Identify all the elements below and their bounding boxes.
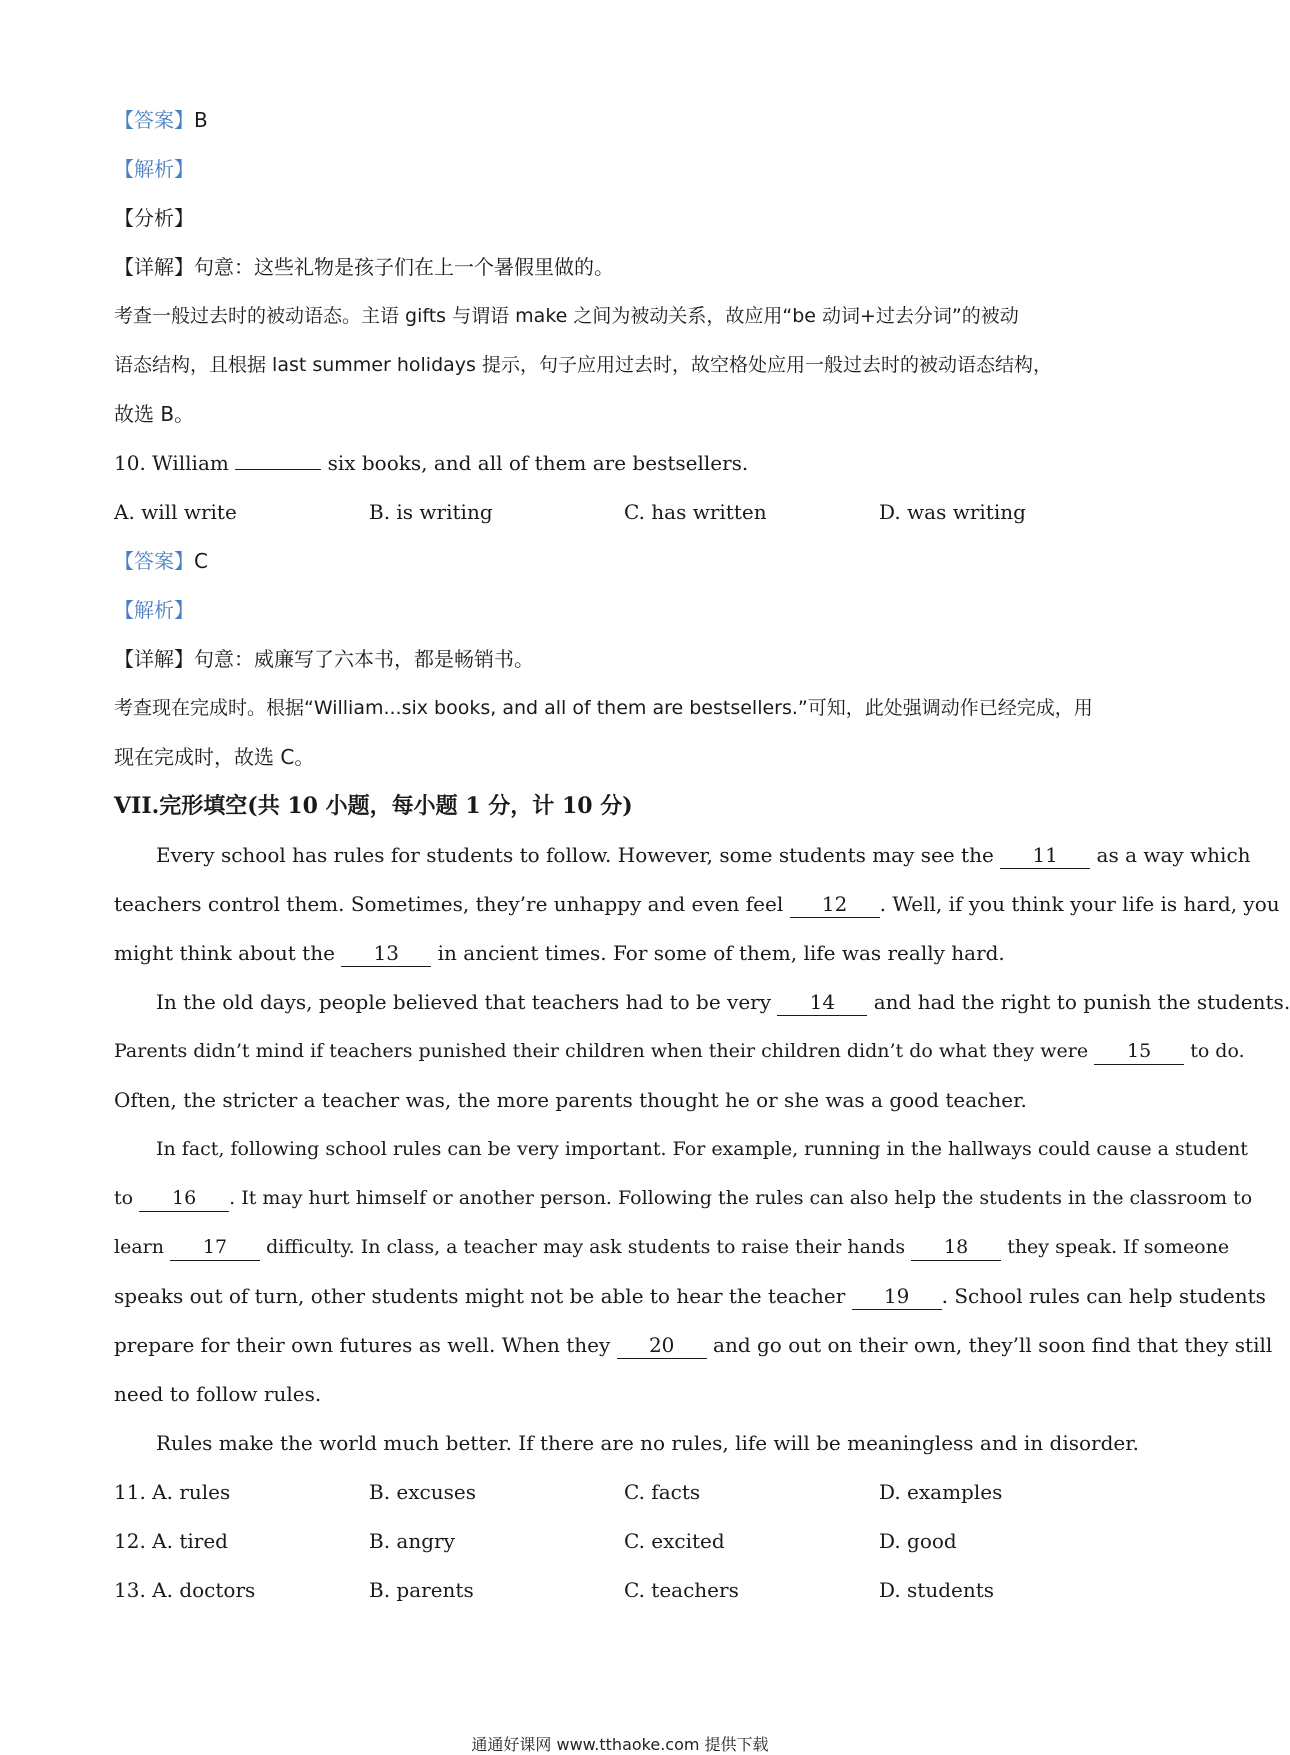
choice-11-d: D. examples	[879, 1480, 1003, 1504]
answer-value: B	[194, 108, 208, 132]
passage-text: to do.	[1190, 1040, 1245, 1062]
passage-text: in ancient times. For some of them, life was really hard.	[437, 941, 1005, 965]
blank-14: 14	[777, 991, 867, 1016]
passage-text: teachers control them. Sometimes, they’re unhappy and even feel	[114, 892, 784, 916]
passage-text: In the old days, people believed that teachers had to be very	[156, 990, 772, 1014]
passage-line-7: In fact, following school rules can be very important. For example, running in the hallways could cause a student	[156, 1138, 1248, 1160]
blank-17: 17	[170, 1236, 260, 1261]
passage-line-5	[114, 1027, 1245, 1076]
blank-18: 18	[911, 1236, 1001, 1261]
choice-12-d: D. good	[879, 1529, 957, 1553]
passage-line-9	[114, 1223, 1230, 1272]
passage-text: . School rules can help students	[941, 1284, 1266, 1308]
passage-line-1	[114, 831, 1251, 880]
q10-answer-line	[114, 537, 1134, 586]
choice-11-b: B. excuses	[369, 1480, 476, 1504]
choice-11-c: C. facts	[624, 1480, 701, 1504]
q10-explanation-line-2: 现在完成时，故选 C。	[114, 745, 315, 769]
q10-option-a: A. will write	[114, 500, 237, 524]
q10-option-d: D. was writing	[879, 500, 1026, 524]
q10-detail-line	[114, 635, 1134, 684]
explanation-line-2: 语态结构，且根据 last summer holidays 提示，句子应用过去时，故空格处应用一般过去时的被动语态结构，	[114, 354, 1052, 376]
passage-text: Parents didn’t mind if teachers punished their children when their children didn’t do what they were	[114, 1040, 1089, 1062]
passage-line-12: need to follow rules.	[114, 1382, 322, 1406]
q10-blank	[235, 445, 321, 470]
passage-text: . It may hurt himself or another person. Following the rules can also help the students in the classroom to	[229, 1187, 1253, 1209]
passage-text: to	[114, 1187, 134, 1209]
choice-13-b: B. parents	[369, 1578, 474, 1602]
blank-19: 19	[852, 1285, 942, 1310]
q10-detail-text: 句意：威廉写了六本书，都是畅销书。	[194, 647, 534, 671]
choice-11-a: 11. A. rules	[114, 1480, 231, 1504]
analysis-tag: 【解析】	[114, 157, 194, 181]
choice-12-a: 12. A. tired	[114, 1529, 228, 1553]
passage-text: Every school has rules for students to follow. However, some students may see the	[156, 843, 994, 867]
passage-text: might think about the	[114, 941, 335, 965]
detail-line	[114, 243, 1134, 292]
passage-text: and had the right to punish the students.	[873, 990, 1290, 1014]
fenxi-line	[114, 194, 1134, 243]
choice-row-11	[114, 1468, 1134, 1517]
q10-option-b: B. is writing	[369, 500, 493, 524]
q10-analysis-tag: 【解析】	[114, 598, 194, 622]
choice-13-a: 13. A. doctors	[114, 1578, 256, 1602]
blank-12: 12	[790, 893, 880, 918]
explanation-line-1: 考查一般过去时的被动语态。主语 gifts 与谓语 make 之间为被动关系，故应用“be 动词+过去分词”的被动	[114, 305, 1019, 327]
passage-line-4	[114, 978, 1290, 1027]
fenxi-tag: 【分析】	[114, 206, 194, 230]
choice-13-c: C. teachers	[624, 1578, 739, 1602]
choice-12-b: B. angry	[369, 1529, 455, 1553]
q10-answer-value: C	[194, 549, 208, 573]
choice-row-12	[114, 1517, 1134, 1566]
passage-text: . Well, if you think your life is hard, you	[879, 892, 1280, 916]
q10-stem-end: six books, and all of them are bestsellers.	[327, 451, 749, 475]
analysis-line	[114, 145, 1134, 194]
blank-16: 16	[139, 1187, 229, 1212]
page-footer: 通通好课网 www.tthaoke.com 提供下载	[471, 1735, 769, 1754]
document-page	[114, 96, 1290, 1615]
q10-stem-start: 10. William	[114, 451, 229, 475]
passage-text: prepare for their own futures as well. When they	[114, 1333, 611, 1357]
blank-11: 11	[1000, 844, 1090, 869]
q10-explanation-line-1: 考查现在完成时。根据“William...six books, and all of them are bestsellers.”可知，此处强调动作已经完成，用	[114, 697, 1093, 719]
question-10-stem	[114, 439, 1134, 488]
passage-text: and go out on their own, they’ll soon find that they still	[713, 1333, 1273, 1357]
passage-text: learn	[114, 1236, 164, 1258]
blank-15: 15	[1094, 1040, 1184, 1065]
choice-12-c: C. excited	[624, 1529, 725, 1553]
detail-tag: 【详解】	[114, 255, 194, 279]
passage-line-10	[114, 1272, 1266, 1321]
passage-line-2	[114, 880, 1280, 929]
blank-13: 13	[341, 942, 431, 967]
detail-text: 句意：这些礼物是孩子们在上一个暑假里做的。	[194, 255, 614, 279]
answer-line	[114, 96, 1134, 145]
passage-line-3	[114, 929, 1134, 978]
passage-text: as a way which	[1096, 843, 1251, 867]
choice-13-d: D. students	[879, 1578, 995, 1602]
passage-line-8	[114, 1174, 1253, 1223]
passage-line-13: Rules make the world much better. If there are no rules, life will be meaningless and in disorder.	[156, 1431, 1139, 1455]
question-10-options	[114, 488, 1134, 537]
passage-text: difficulty. In class, a teacher may ask students to raise their hands	[266, 1236, 906, 1258]
blank-20: 20	[617, 1334, 707, 1359]
passage-line-11	[114, 1321, 1273, 1370]
passage-text: speaks out of turn, other students might not be able to hear the teacher	[114, 1284, 846, 1308]
choice-row-13	[114, 1566, 1134, 1615]
answer-tag: 【答案】	[114, 108, 194, 132]
passage-text: they speak. If someone	[1007, 1236, 1230, 1258]
explanation-line-3: 故选 B。	[114, 402, 195, 426]
section-heading: VII.完形填空(共 10 小题，每小题 1 分，计 10 分)	[114, 793, 633, 819]
q10-detail-tag: 【详解】	[114, 647, 194, 671]
q10-option-c: C. has written	[624, 500, 767, 524]
q10-analysis-line	[114, 586, 1134, 635]
q10-answer-tag: 【答案】	[114, 549, 194, 573]
passage-line-6: Often, the stricter a teacher was, the more parents thought he or she was a good teacher.	[114, 1088, 1027, 1112]
